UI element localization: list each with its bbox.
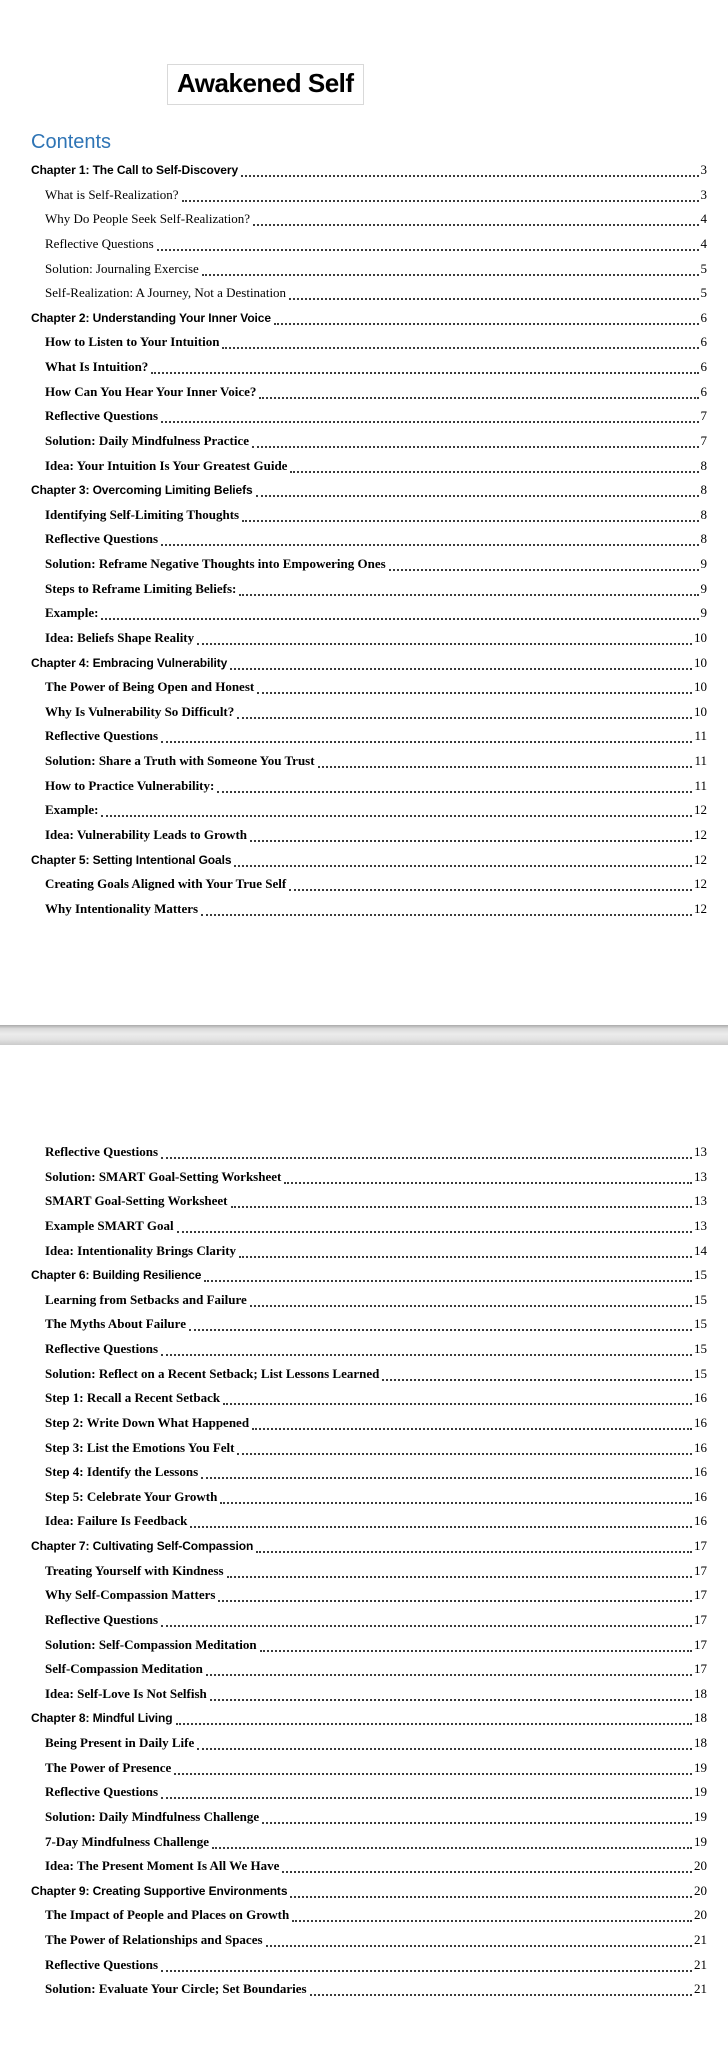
title-content-control[interactable] bbox=[167, 64, 364, 105]
toc-page-number: 5 bbox=[700, 285, 707, 301]
dot-leader bbox=[161, 1780, 692, 1799]
toc-page-number: 11 bbox=[694, 777, 707, 793]
dot-leader bbox=[241, 158, 698, 177]
toc-entry[interactable] bbox=[31, 1165, 707, 1190]
toc-entry-label: Example: bbox=[45, 605, 99, 621]
toc-entry[interactable] bbox=[31, 527, 707, 552]
toc-entry-label: Step 5: Celebrate Your Growth bbox=[45, 1488, 218, 1504]
toc-page-number: 12 bbox=[694, 876, 707, 892]
toc-page-number: 12 bbox=[694, 802, 707, 818]
toc-entry-label: The Power of Relationships and Spaces bbox=[45, 1932, 263, 1947]
toc-page-number: 10 bbox=[694, 679, 707, 695]
toc-entry-label: Steps to Reframe Limiting Beliefs: bbox=[45, 580, 237, 596]
toc-entry[interactable] bbox=[31, 724, 707, 749]
toc-entry-label: Identifying Self-Limiting Thoughts bbox=[45, 506, 240, 522]
toc-page-number: 17 bbox=[694, 1611, 707, 1627]
toc-page-number: 13 bbox=[694, 1168, 707, 1184]
toc-entry[interactable] bbox=[31, 626, 707, 651]
toc-entry[interactable] bbox=[31, 848, 707, 873]
toc-entry[interactable] bbox=[31, 1608, 707, 1633]
toc-page-number: 10 bbox=[694, 654, 707, 670]
toc-page-number: 4 bbox=[700, 211, 707, 227]
toc-entry[interactable] bbox=[31, 1805, 707, 1830]
toc-entry[interactable] bbox=[31, 1312, 707, 1337]
toc-entry[interactable] bbox=[31, 1214, 707, 1239]
toc-entry-label: What is Self-Realization? bbox=[45, 186, 179, 202]
toc-entry[interactable] bbox=[31, 700, 707, 725]
toc-entry[interactable] bbox=[31, 1534, 707, 1559]
toc-page-number: 12 bbox=[694, 851, 707, 867]
toc-page-number: 4 bbox=[700, 235, 707, 251]
toc-entry[interactable] bbox=[31, 774, 707, 799]
toc-entry[interactable] bbox=[31, 404, 707, 429]
toc-entry[interactable] bbox=[31, 306, 707, 331]
toc-page-number: 9 bbox=[700, 605, 707, 621]
toc-entry-label: Idea: Self-Love Is Not Selfish bbox=[45, 1685, 207, 1701]
toc-entry[interactable] bbox=[31, 183, 707, 208]
toc-entry[interactable] bbox=[31, 1263, 707, 1288]
toc-entry-label: Chapter 5: Setting Intentional Goals bbox=[31, 852, 232, 867]
toc-entry[interactable] bbox=[31, 1879, 707, 1904]
toc-page-number: 6 bbox=[700, 383, 707, 399]
toc-page-number: 9 bbox=[700, 580, 707, 596]
dot-leader bbox=[201, 897, 692, 916]
toc-page-number: 15 bbox=[694, 1341, 707, 1356]
toc-entry[interactable] bbox=[31, 207, 707, 232]
dot-leader bbox=[176, 1706, 693, 1725]
toc-entry-label: How Can You Hear Your Inner Voice? bbox=[45, 383, 257, 399]
toc-entry-label: Example: bbox=[45, 802, 99, 818]
toc-entry-label: Idea: Your Intuition Is Your Greatest Guide bbox=[45, 457, 288, 473]
dot-leader bbox=[161, 527, 698, 546]
dot-leader bbox=[239, 1239, 692, 1258]
toc-page-number: 11 bbox=[694, 753, 707, 768]
toc-page-number: 13 bbox=[694, 1193, 707, 1209]
toc-page-number: 17 bbox=[694, 1538, 707, 1553]
toc-entry-label: The Power of Presence bbox=[45, 1759, 172, 1775]
toc-entry-label: Step 4: Identify the Lessons bbox=[45, 1464, 199, 1480]
toc-entry[interactable] bbox=[31, 675, 707, 700]
toc-entry-label: Chapter 9: Creating Supportive Environments bbox=[31, 1883, 288, 1898]
toc-page-number: 13 bbox=[694, 1144, 707, 1159]
toc-entry[interactable] bbox=[31, 1953, 707, 1978]
dot-leader bbox=[242, 503, 698, 522]
dot-leader bbox=[318, 749, 693, 768]
dot-leader bbox=[292, 1903, 692, 1922]
toc-page-number: 15 bbox=[694, 1316, 707, 1332]
toc-page-number: 20 bbox=[694, 1882, 707, 1898]
dot-leader bbox=[161, 1608, 692, 1627]
toc-entry[interactable] bbox=[31, 1731, 707, 1756]
toc-page-number: 18 bbox=[694, 1685, 707, 1701]
dot-leader bbox=[259, 380, 698, 399]
document-title: Awakened Self bbox=[177, 68, 354, 98]
toc-page-number: 17 bbox=[694, 1661, 707, 1677]
toc-entry-label: Being Present in Daily Life bbox=[45, 1735, 195, 1750]
toc-entry-label: Step 3: List the Emotions You Felt bbox=[45, 1439, 235, 1455]
toc-entry-label: Step 1: Recall a Recent Setback bbox=[45, 1390, 221, 1406]
toc-entry-label: Idea: Vulnerability Leads to Growth bbox=[45, 826, 248, 842]
toc-entry-label: Why Is Vulnerability So Difficult? bbox=[45, 703, 235, 719]
toc-entry[interactable] bbox=[31, 1189, 707, 1214]
toc-entry[interactable] bbox=[31, 355, 707, 380]
dot-leader bbox=[237, 1436, 692, 1455]
toc-page-number: 10 bbox=[694, 703, 707, 719]
dot-leader bbox=[389, 552, 699, 571]
dot-leader bbox=[210, 1682, 692, 1701]
toc-entry-label: Solution: SMART Goal-Setting Worksheet bbox=[45, 1168, 282, 1184]
dot-leader bbox=[262, 1805, 692, 1824]
dot-leader bbox=[289, 281, 698, 300]
toc-entry-label: Reflective Questions bbox=[45, 1956, 159, 1972]
toc-page-number: 8 bbox=[700, 506, 707, 522]
toc-page-number: 21 bbox=[694, 1932, 707, 1947]
dot-leader bbox=[197, 626, 692, 645]
dot-leader bbox=[218, 1583, 692, 1602]
dot-leader bbox=[177, 1214, 692, 1233]
toc-entry[interactable] bbox=[31, 749, 707, 774]
toc-page-number: 7 bbox=[700, 432, 707, 448]
toc-list-page-2 bbox=[31, 1140, 707, 2002]
dot-leader bbox=[253, 207, 698, 226]
toc-entry-label: Self-Compassion Meditation bbox=[45, 1661, 203, 1677]
dot-leader bbox=[250, 1288, 692, 1307]
toc-page-number: 7 bbox=[700, 408, 707, 424]
dot-leader bbox=[161, 1337, 692, 1356]
toc-entry[interactable] bbox=[31, 1460, 707, 1485]
toc-entry[interactable] bbox=[31, 823, 707, 848]
toc-page-number: 20 bbox=[694, 1907, 707, 1923]
dot-leader bbox=[382, 1362, 692, 1381]
dot-leader bbox=[157, 232, 699, 251]
toc-page-number: 12 bbox=[694, 826, 707, 842]
toc-entry[interactable] bbox=[31, 1386, 707, 1411]
toc-page-number: 15 bbox=[694, 1365, 707, 1381]
dot-leader bbox=[222, 330, 698, 349]
dot-leader bbox=[161, 1140, 692, 1159]
toc-entry[interactable] bbox=[31, 1682, 707, 1707]
toc-entry-label: Reflective Questions bbox=[45, 408, 159, 424]
dot-leader bbox=[266, 1928, 692, 1947]
toc-entry-label: Solution: Daily Mindfulness Challenge bbox=[45, 1808, 260, 1824]
toc-entry[interactable] bbox=[31, 158, 707, 183]
toc-entry-label: Chapter 8: Mindful Living bbox=[31, 1711, 173, 1726]
toc-entry[interactable] bbox=[31, 1583, 707, 1608]
toc-page-number: 19 bbox=[694, 1808, 707, 1824]
dot-leader bbox=[230, 651, 692, 670]
toc-page-number: 21 bbox=[694, 1956, 707, 1972]
toc-entry-label: Chapter 7: Cultivating Self-Compassion bbox=[31, 1539, 254, 1553]
toc-entry[interactable] bbox=[31, 281, 707, 306]
dot-leader bbox=[231, 1189, 692, 1208]
toc-entry-label: Step 2: Write Down What Happened bbox=[45, 1414, 250, 1430]
toc-entry-label: Why Do People Seek Self-Realization? bbox=[45, 211, 251, 227]
contents-heading: Contents bbox=[31, 131, 112, 153]
toc-list-page-1 bbox=[31, 158, 707, 921]
toc-entry-label: Solution: Reflect on a Recent Setback; List Lessons Learned bbox=[45, 1365, 380, 1381]
toc-entry[interactable] bbox=[31, 429, 707, 454]
toc-entry-label: What Is Intuition? bbox=[45, 359, 149, 374]
toc-entry-label: Why Intentionality Matters bbox=[45, 900, 199, 916]
toc-entry[interactable] bbox=[31, 1411, 707, 1436]
toc-entry-label: Solution: Journaling Exercise bbox=[45, 260, 199, 276]
toc-entry[interactable] bbox=[31, 454, 707, 479]
dot-leader bbox=[234, 848, 692, 867]
toc-page-number: 16 bbox=[694, 1464, 707, 1480]
toc-entry[interactable] bbox=[31, 1977, 707, 2002]
toc-page-number: 8 bbox=[700, 457, 707, 473]
toc-entry[interactable] bbox=[31, 380, 707, 405]
toc-page-number: 10 bbox=[694, 629, 707, 645]
toc-entry[interactable] bbox=[31, 1657, 707, 1682]
toc-entry[interactable] bbox=[31, 601, 707, 626]
toc-page-number: 18 bbox=[694, 1735, 707, 1750]
dot-leader bbox=[274, 306, 699, 325]
toc-page-number: 19 bbox=[694, 1759, 707, 1775]
dot-leader bbox=[237, 700, 692, 719]
toc-page-number: 3 bbox=[700, 162, 707, 177]
toc-entry-label: The Myths About Failure bbox=[45, 1316, 186, 1332]
toc-entry[interactable] bbox=[31, 897, 707, 922]
dot-leader bbox=[197, 1731, 692, 1750]
toc-page-number: 14 bbox=[694, 1242, 707, 1258]
toc-entry-label: Reflective Questions bbox=[45, 728, 159, 744]
dot-leader bbox=[174, 1756, 692, 1775]
toc-entry[interactable] bbox=[31, 1337, 707, 1362]
toc-page-number: 18 bbox=[694, 1710, 707, 1726]
toc-entry-label: Idea: Failure Is Feedback bbox=[45, 1513, 188, 1529]
toc-page-number: 17 bbox=[694, 1562, 707, 1578]
toc-entry[interactable] bbox=[31, 232, 707, 257]
toc-entry[interactable] bbox=[31, 478, 707, 503]
dot-leader bbox=[161, 404, 698, 423]
dot-leader bbox=[284, 1165, 692, 1184]
toc-page-number: 16 bbox=[694, 1414, 707, 1430]
toc-entry[interactable] bbox=[31, 651, 707, 676]
dot-leader bbox=[101, 601, 698, 620]
dot-leader bbox=[161, 1953, 692, 1972]
toc-page-number: 20 bbox=[694, 1858, 707, 1874]
toc-page-number: 6 bbox=[700, 359, 707, 374]
toc-page-number: 11 bbox=[694, 728, 707, 744]
toc-entry[interactable] bbox=[31, 1140, 707, 1165]
dot-leader bbox=[290, 1879, 692, 1898]
dot-leader bbox=[223, 1386, 692, 1405]
dot-leader bbox=[182, 183, 699, 202]
toc-entry-label: Reflective Questions bbox=[45, 1144, 159, 1159]
dot-leader bbox=[239, 577, 698, 596]
toc-entry[interactable] bbox=[31, 1239, 707, 1264]
toc-page-number: 15 bbox=[694, 1267, 707, 1283]
dot-leader bbox=[252, 429, 698, 448]
document-page-2 bbox=[0, 1045, 728, 2056]
toc-page-number: 17 bbox=[694, 1587, 707, 1603]
toc-entry-label: Reflective Questions bbox=[45, 531, 159, 547]
dot-leader bbox=[201, 1460, 692, 1479]
dot-leader bbox=[289, 872, 692, 891]
toc-page-number: 3 bbox=[700, 186, 707, 202]
toc-entry-label: How to Listen to Your Intuition bbox=[45, 334, 220, 350]
toc-page-number: 19 bbox=[694, 1784, 707, 1800]
toc-page-number: 12 bbox=[694, 900, 707, 916]
toc-page-number: 6 bbox=[700, 334, 707, 350]
dot-leader bbox=[250, 823, 692, 842]
dot-leader bbox=[190, 1509, 692, 1528]
dot-leader bbox=[217, 774, 692, 793]
toc-entry-label: Creating Goals Aligned with Your True Self bbox=[45, 876, 287, 892]
dot-leader bbox=[257, 675, 692, 694]
dot-leader bbox=[290, 454, 698, 473]
toc-entry[interactable] bbox=[31, 1559, 707, 1584]
toc-entry[interactable] bbox=[31, 552, 707, 577]
toc-entry-label: Chapter 1: The Call to Self-Discovery bbox=[31, 163, 239, 177]
dot-leader bbox=[220, 1485, 692, 1504]
toc-entry-label: Self-Realization: A Journey, Not a Destination bbox=[45, 285, 287, 301]
dot-leader bbox=[310, 1977, 692, 1996]
toc-entry-label: The Impact of People and Places on Growth bbox=[45, 1907, 290, 1923]
toc-entry-label: Example SMART Goal bbox=[45, 1217, 174, 1233]
dot-leader bbox=[256, 1534, 692, 1553]
dot-leader bbox=[101, 798, 692, 817]
toc-entry[interactable] bbox=[31, 872, 707, 897]
toc-entry[interactable] bbox=[31, 1854, 707, 1879]
toc-entry-label: Learning from Setbacks and Failure bbox=[45, 1291, 247, 1307]
toc-page-number: 5 bbox=[700, 260, 707, 276]
toc-entry-label: Idea: Beliefs Shape Reality bbox=[45, 629, 195, 645]
toc-entry-label: Chapter 3: Overcoming Limiting Beliefs bbox=[31, 483, 253, 498]
dot-leader bbox=[204, 1263, 692, 1282]
toc-entry[interactable] bbox=[31, 1485, 707, 1510]
toc-entry[interactable] bbox=[31, 1362, 707, 1387]
dot-leader bbox=[189, 1312, 692, 1331]
toc-page-number: 8 bbox=[700, 482, 707, 498]
toc-entry-label: Chapter 4: Embracing Vulnerability bbox=[31, 655, 228, 670]
toc-entry-label: The Power of Being Open and Honest bbox=[45, 679, 255, 695]
toc-page-number: 16 bbox=[694, 1390, 707, 1406]
toc-entry-label: 7-Day Mindfulness Challenge bbox=[45, 1833, 209, 1849]
toc-entry-label: Solution: Evaluate Your Circle; Set Boundaries bbox=[45, 1981, 307, 1997]
toc-entry[interactable] bbox=[31, 1288, 707, 1313]
dot-leader bbox=[252, 1411, 692, 1430]
toc-entry-label: Solution: Daily Mindfulness Practice bbox=[45, 432, 250, 448]
toc-page-number: 21 bbox=[694, 1981, 707, 1997]
document-page-1 bbox=[0, 0, 728, 1025]
toc-entry-label: Reflective Questions bbox=[45, 1611, 159, 1627]
toc-entry[interactable] bbox=[31, 1436, 707, 1461]
dot-leader bbox=[206, 1657, 692, 1676]
toc-entry[interactable] bbox=[31, 798, 707, 823]
toc-entry[interactable] bbox=[31, 503, 707, 528]
toc-page-number: 15 bbox=[694, 1291, 707, 1307]
toc-page-number: 17 bbox=[694, 1636, 707, 1652]
toc-entry-label: Chapter 6: Building Resilience bbox=[31, 1268, 202, 1283]
toc-page-number: 9 bbox=[700, 556, 707, 571]
toc-entry-label: Idea: The Present Moment Is All We Have bbox=[45, 1858, 280, 1874]
toc-entry-label: SMART Goal-Setting Worksheet bbox=[45, 1193, 228, 1209]
toc-page-number: 19 bbox=[694, 1833, 707, 1849]
toc-entry-label: Treating Yourself with Kindness bbox=[45, 1562, 224, 1578]
dot-leader bbox=[212, 1830, 692, 1849]
toc-entry-label: Why Self-Compassion Matters bbox=[45, 1587, 216, 1603]
toc-entry[interactable] bbox=[31, 1706, 707, 1731]
toc-entry-label: Reflective Questions bbox=[45, 1341, 159, 1356]
toc-entry[interactable] bbox=[31, 1509, 707, 1534]
toc-page-number: 16 bbox=[694, 1488, 707, 1504]
dot-leader bbox=[260, 1633, 692, 1652]
toc-entry[interactable] bbox=[31, 1756, 707, 1781]
toc-entry-label: Solution: Self-Compassion Meditation bbox=[45, 1636, 257, 1652]
toc-page-number: 16 bbox=[694, 1439, 707, 1455]
dot-leader bbox=[161, 724, 692, 743]
page-break-gap bbox=[0, 1025, 728, 1045]
toc-entry-label: Solution: Share a Truth with Someone You Trust bbox=[45, 753, 315, 768]
dot-leader bbox=[256, 478, 699, 497]
toc-page-number: 6 bbox=[700, 309, 707, 325]
toc-entry[interactable] bbox=[31, 1830, 707, 1855]
toc-entry[interactable] bbox=[31, 330, 707, 355]
toc-page-number: 8 bbox=[700, 531, 707, 547]
toc-entry[interactable] bbox=[31, 257, 707, 282]
toc-entry[interactable] bbox=[31, 577, 707, 602]
toc-entry-label: Reflective Questions bbox=[45, 1784, 159, 1800]
toc-entry[interactable] bbox=[31, 1928, 707, 1953]
dot-leader bbox=[282, 1854, 692, 1873]
toc-entry-label: How to Practice Vulnerability: bbox=[45, 777, 215, 793]
toc-entry[interactable] bbox=[31, 1633, 707, 1658]
dot-leader bbox=[151, 355, 698, 374]
toc-entry[interactable] bbox=[31, 1780, 707, 1805]
toc-entry-label: Reflective Questions bbox=[45, 235, 154, 251]
dot-leader bbox=[227, 1559, 692, 1578]
toc-page-number: 13 bbox=[694, 1217, 707, 1233]
toc-entry-label: Solution: Reframe Negative Thoughts into Empowering Ones bbox=[45, 556, 386, 571]
toc-page-number: 16 bbox=[694, 1513, 707, 1529]
toc-entry-label: Idea: Intentionality Brings Clarity bbox=[45, 1242, 237, 1258]
toc-entry[interactable] bbox=[31, 1903, 707, 1928]
toc-entry-label: Chapter 2: Understanding Your Inner Voice bbox=[31, 310, 271, 325]
dot-leader bbox=[202, 257, 699, 276]
